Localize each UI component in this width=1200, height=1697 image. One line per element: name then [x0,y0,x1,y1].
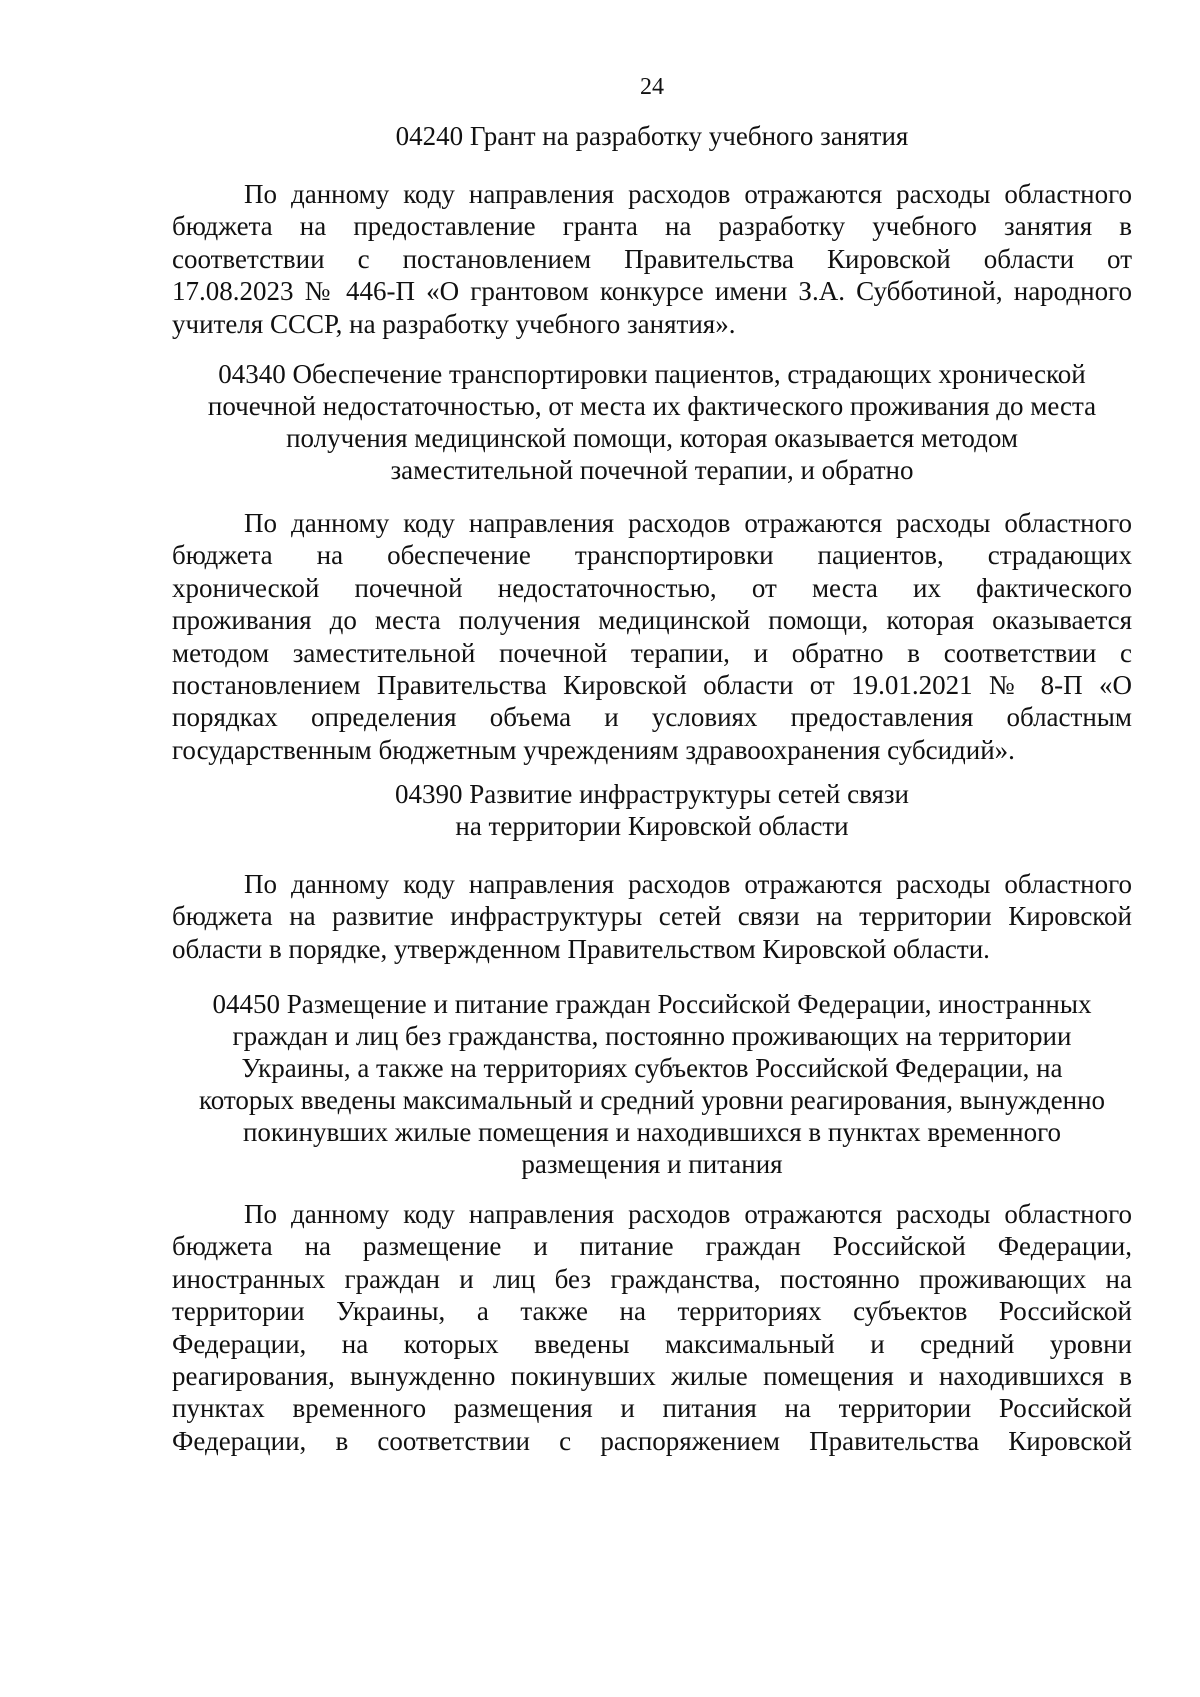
body-line: По данному коду направления расходов отражаются расходы областного [244,508,1132,538]
heading-line: почечной недостаточностью, от места их фактического проживания до места [207,391,1097,421]
body-line: соответствии с постановлением Правительства Кировской области от [172,243,1132,274]
heading-line: 04390 Развитие инфраструктуры сетей связи [394,779,909,809]
body-line: По данному коду направления расходов отражаются расходы областного [244,179,1132,209]
body-line: 17.08.2023 № 446-П «О грантовом конкурсе имени З.А. Субботиной, народного [172,276,1132,307]
body-line: По данному коду направления расходов отражаются расходы областного [244,869,1132,899]
body-line: постановлением Правительства Кировской области от 19.01.2021 № 8-П «О [172,670,1132,701]
body-line: государственным бюджетным учреждениям здравоохранения субсидий». [172,734,1015,765]
body-line: Федерации, на которых введены максимальный и средний уровни [172,1328,1132,1359]
section-body-04240 [172,178,1132,340]
body-line: хронической почечной недостаточностью, от места их фактического [172,572,1132,603]
section-body-04390 [172,868,1132,965]
heading-line: размещения и питания [521,1149,783,1179]
body-line: реагирования, вынужденно покинувших жилые помещения и находившихся в [172,1361,1132,1392]
body-line: области в порядке, утвержденном Правительством Кировской области. [172,933,990,964]
heading-line: 04450 Размещение и питание граждан Российской Федерации, иностранных [212,989,1092,1019]
body-line: бюджета на развитие инфраструктуры сетей связи на территории Кировской [172,901,1132,932]
section-heading-04240 [172,120,1132,152]
body-line: бюджета на обеспечение транспортировки пациентов, страдающих [172,540,1132,571]
section-body-04450 [172,1198,1132,1457]
page-number: 24 [640,74,664,100]
body-line: методом заместительной почечной терапии, и обратно в соответствии с [172,637,1132,668]
heading-line: Украины, а также на территориях субъектов Российской Федерации, на [241,1053,1063,1083]
heading-line: 04340 Обеспечение транспортировки пациентов, страдающих хронической [218,359,1086,389]
heading-line: на территории Кировской области [455,811,849,841]
body-line: порядках определения объема и условиях предоставления областным [172,702,1132,733]
heading-line: которых введены максимальный и средний уровни реагирования, вынужденно [198,1085,1106,1115]
body-line: территории Украины, а также на территориях субъектов Российской [172,1296,1132,1327]
body-line: бюджета на предоставление гранта на разработку учебного занятия в [172,211,1132,242]
section-heading-04340 [172,358,1132,486]
heading-line: заместительной почечной терапии, и обратно [390,455,914,485]
body-line: учителя СССР, на разработку учебного занятия». [172,308,736,339]
body-line: Федерации, в соответствии с распоряжением Правительства Кировской [172,1425,1132,1456]
body-line: По данному коду направления расходов отражаются расходы областного [244,1199,1132,1229]
section-heading-04450 [172,988,1132,1180]
body-line: иностранных граждан и лиц без гражданства, постоянно проживающих на [172,1263,1132,1294]
body-line: бюджета на размещение и питание граждан Российской Федерации, [172,1231,1132,1262]
heading-line: 04240 Грант на разработку учебного занятия [395,121,909,151]
heading-line: граждан и лиц без гражданства, постоянно проживающих на территории [232,1021,1072,1051]
body-line: пунктах временного размещения и питания на территории Российской [172,1393,1132,1424]
body-line: проживания до места получения медицинской помощи, которая оказывается [172,605,1132,636]
heading-line: получения медицинской помощи, которая оказывается методом [286,423,1018,453]
section-body-04340 [172,507,1132,766]
section-heading-04390 [172,778,1132,842]
heading-line: покинувших жилые помещения и находившихся в пунктах временного [242,1117,1061,1147]
